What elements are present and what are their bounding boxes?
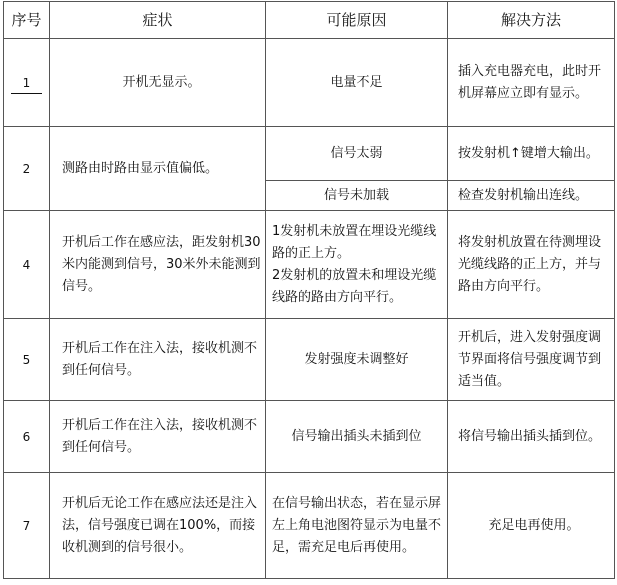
symptom-cell: 开机后工作在注入法，接收机测不到任何信号。: [50, 401, 266, 473]
troubleshooting-table: [3, 1, 615, 579]
row-number: 4: [4, 211, 50, 319]
table-row: [4, 401, 615, 473]
cause-cell: 信号输出插头未插到位: [266, 401, 448, 473]
header-symptom: 症状: [50, 2, 266, 39]
table-row: [4, 473, 615, 579]
row-number: 7: [4, 473, 50, 579]
solution-cell: 插入充电器充电，此时开机屏幕应立即有显示。: [448, 39, 615, 127]
symptom-cell: 开机后工作在感应法，距发射机30米内能测到信号，30米外未能测到信号。: [50, 211, 266, 319]
solution-cell: 开机后，进入发射强度调节界面将信号强度调节到适当值。: [448, 319, 615, 401]
symptom-cell: 开机后无论工作在感应法还是注入法，信号强度已调在100%，而接收机测到的信号很小。: [50, 473, 266, 579]
solution-cell: 将信号输出插头插到位。: [448, 401, 615, 473]
cause-item: 1发射机未放置在埋设光缆线路的正上方。: [272, 223, 437, 261]
table-row: [4, 127, 615, 181]
row-number: 6: [4, 401, 50, 473]
symptom-cell: 开机后工作在注入法，接收机测不到任何信号。: [50, 319, 266, 401]
header-cause: 可能原因: [266, 2, 448, 39]
row-number: [4, 39, 50, 127]
solution-cell: 按发射机↑键增大输出。: [448, 127, 615, 181]
cause-item: 2发射机的放置未和埋设光缆线路的路由方向平行。: [272, 267, 437, 305]
cause-cell: 电量不足: [266, 39, 448, 127]
table-row: [4, 211, 615, 319]
cause-cell: 在信号输出状态，若在显示屏左上角电池图符显示为电量不足，需充足电后再使用。: [266, 473, 448, 579]
header-row: [4, 2, 615, 39]
row-number: 2: [4, 127, 50, 211]
symptom-cell: 开机无显示。: [50, 39, 266, 127]
table-row: [4, 319, 615, 401]
solution-cell: 充足电再使用。: [448, 473, 615, 579]
solution-cell: 检查发射机输出连线。: [448, 181, 615, 211]
table-row: [4, 39, 615, 127]
cause-cell: 信号太弱: [266, 127, 448, 181]
row-number: 5: [4, 319, 50, 401]
row-number-text: 1: [11, 73, 43, 94]
solution-cell: 将发射机放置在待测埋设光缆线路的正上方，并与路由方向平行。: [448, 211, 615, 319]
header-solution: 解决方法: [448, 2, 615, 39]
header-number: 序号: [4, 2, 50, 39]
cause-cell: 信号未加载: [266, 181, 448, 211]
cause-cell: [266, 211, 448, 319]
cause-cell: 发射强度未调整好: [266, 319, 448, 401]
symptom-cell: 测路由时路由显示值偏低。: [50, 127, 266, 211]
